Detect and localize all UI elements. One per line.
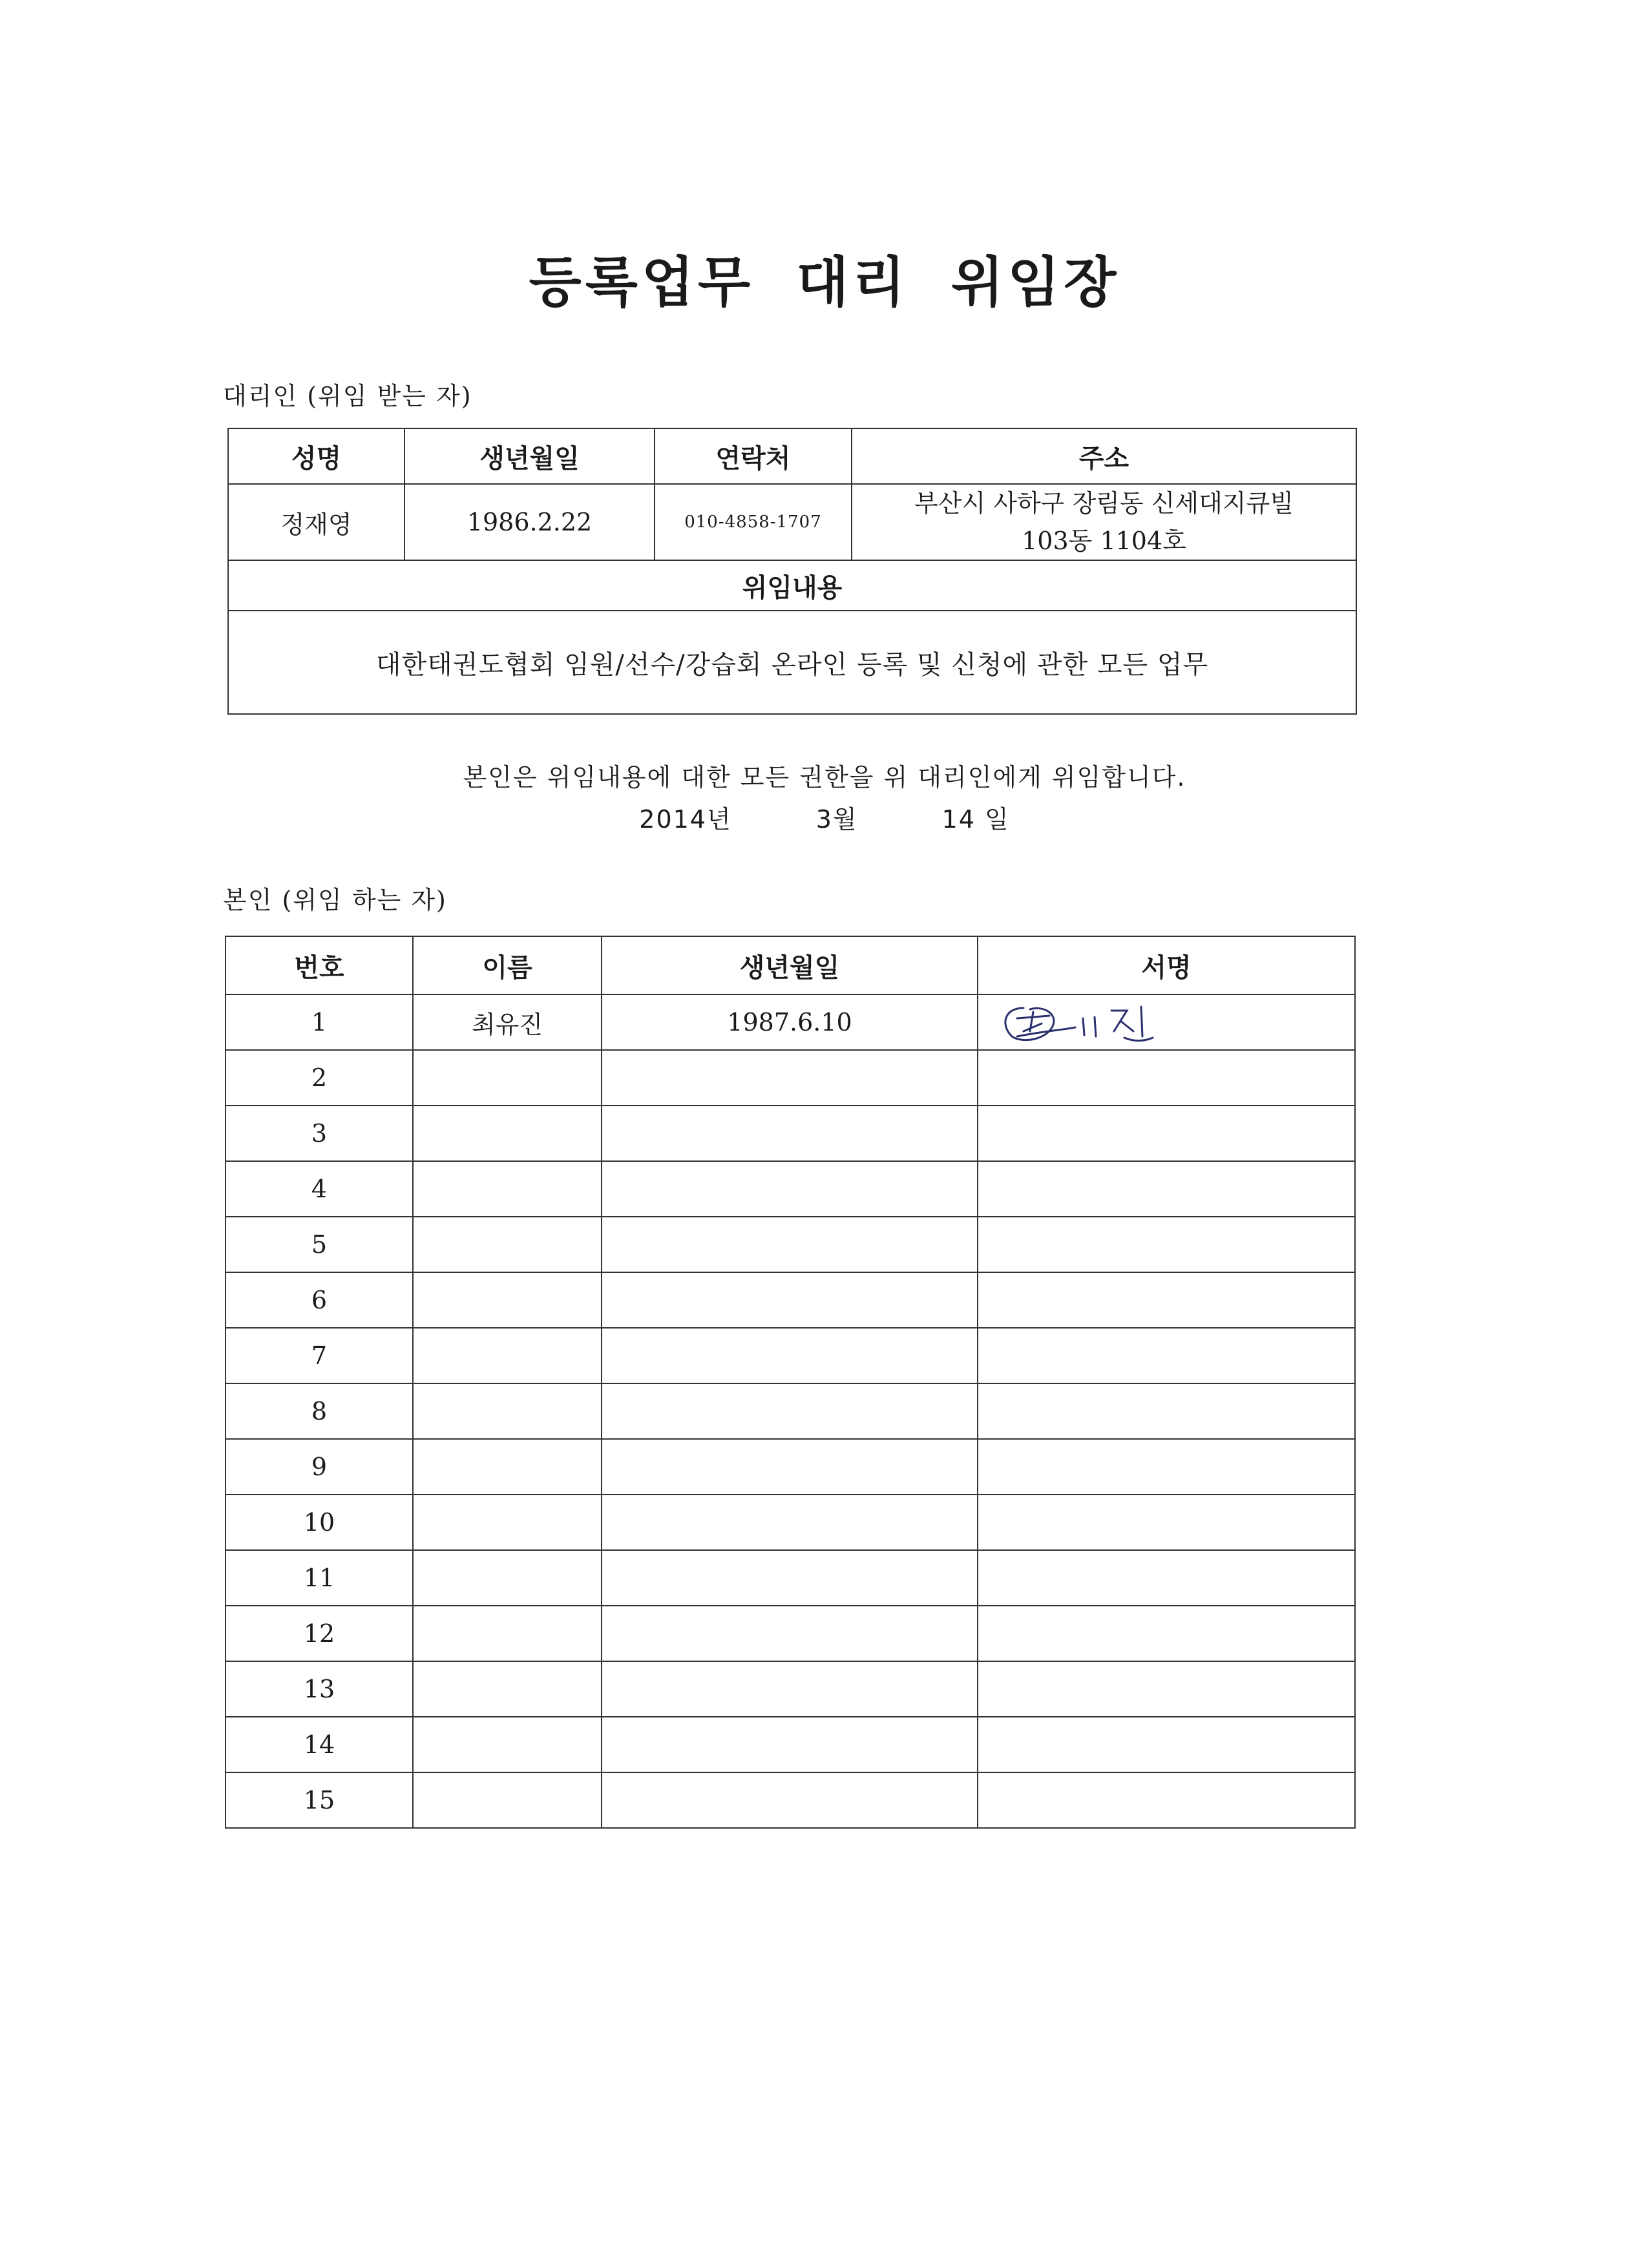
row-birthdate: [602, 1161, 978, 1217]
delegation-statement: 본인은 위임내용에 대한 모든 권한을 위 대리인에게 위임합니다.: [463, 763, 1186, 792]
row-signature: [978, 1661, 1355, 1717]
row-number: 1: [226, 994, 413, 1050]
table-row: [226, 1050, 1355, 1106]
row-birthdate: [602, 1495, 978, 1550]
row-number: 14: [226, 1717, 413, 1772]
agent-phone: 010-4858-1707: [655, 484, 852, 560]
agent-address-line1: 부산시 사하구 장림동 신세대지큐빌: [914, 489, 1294, 518]
row-name: [413, 1217, 602, 1272]
agent-table: [227, 428, 1357, 715]
table-row: [226, 1661, 1355, 1717]
row-signature: [978, 1161, 1355, 1217]
row-birthdate: [602, 1550, 978, 1606]
row-signature: [978, 1217, 1355, 1272]
row-name: 최유진: [413, 994, 602, 1050]
row-number: 2: [226, 1050, 413, 1106]
row-birthdate: [602, 1217, 978, 1272]
row-signature: [978, 1717, 1355, 1772]
principal-header-row: [226, 936, 1355, 994]
agent-header-phone: 연락처: [655, 428, 852, 484]
date-line: [0, 799, 1649, 835]
table-row: [226, 1495, 1355, 1550]
agent-data-row: [228, 484, 1356, 560]
table-row: [226, 1106, 1355, 1161]
row-name: [413, 1106, 602, 1161]
row-name: [413, 1439, 602, 1495]
row-signature: [978, 1550, 1355, 1606]
row-name: [413, 1661, 602, 1717]
delegation-header: 위임내용: [228, 560, 1356, 611]
delegation-content: 대한태권도협회 임원/선수/강습회 온라인 등록 및 신청에 관한 모든 업무: [228, 611, 1356, 714]
row-number: 10: [226, 1495, 413, 1550]
table-row: [226, 1606, 1355, 1661]
row-name: [413, 1383, 602, 1439]
row-name: [413, 1550, 602, 1606]
table-row: [226, 1717, 1355, 1772]
row-signature: [978, 1050, 1355, 1106]
date-day: 14 일: [941, 805, 1010, 834]
row-signature: [978, 1106, 1355, 1161]
row-signature: [978, 1495, 1355, 1550]
row-birthdate: [602, 1050, 978, 1106]
row-name: [413, 1495, 602, 1550]
row-number: 12: [226, 1606, 413, 1661]
row-birthdate: 1987.6.10: [602, 994, 978, 1050]
principal-section-label: 본인 (위임 하는 자): [223, 886, 447, 914]
row-birthdate: [602, 1272, 978, 1328]
row-number: 7: [226, 1328, 413, 1383]
row-name: [413, 1606, 602, 1661]
row-birthdate: [602, 1606, 978, 1661]
row-number: 13: [226, 1661, 413, 1717]
row-signature: [978, 1606, 1355, 1661]
principal-header-birthdate: 생년월일: [602, 936, 978, 994]
row-number: 4: [226, 1161, 413, 1217]
agent-header-row: [228, 428, 1356, 484]
row-name: [413, 1050, 602, 1106]
row-birthdate: [602, 1661, 978, 1717]
delegation-content-row: [228, 611, 1356, 714]
row-name: [413, 1272, 602, 1328]
agent-header-name: 성명: [228, 428, 404, 484]
row-name: [413, 1772, 602, 1828]
table-row: [226, 1272, 1355, 1328]
row-birthdate: [602, 1439, 978, 1495]
principal-header-signature: 서명: [978, 936, 1355, 994]
table-row: [226, 1328, 1355, 1383]
table-row: [226, 1550, 1355, 1606]
row-name: [413, 1328, 602, 1383]
agent-name: 정재영: [228, 484, 404, 560]
date-year: 2014년: [639, 805, 732, 834]
row-signature: [978, 1439, 1355, 1495]
handwritten-signature: [998, 999, 1166, 1045]
row-number: 11: [226, 1550, 413, 1606]
row-number: 15: [226, 1772, 413, 1828]
row-signature: [978, 1328, 1355, 1383]
row-name: [413, 1717, 602, 1772]
table-row: [226, 994, 1355, 1050]
row-number: 5: [226, 1217, 413, 1272]
table-row: [226, 1383, 1355, 1439]
agent-header-birthdate: 생년월일: [404, 428, 655, 484]
agent-header-address: 주소: [852, 428, 1356, 484]
document-title: 등록업무 대리 위임장: [529, 251, 1120, 314]
row-birthdate: [602, 1772, 978, 1828]
row-birthdate: [602, 1717, 978, 1772]
row-signature: [978, 1383, 1355, 1439]
row-number: 6: [226, 1272, 413, 1328]
row-birthdate: [602, 1328, 978, 1383]
agent-address-line2: 103동 1104호: [1022, 527, 1186, 555]
table-row: [226, 1772, 1355, 1828]
row-number: 8: [226, 1383, 413, 1439]
principal-header-name: 이름: [413, 936, 602, 994]
agent-birthdate: 1986.2.22: [404, 484, 655, 560]
delegation-header-row: [228, 560, 1356, 611]
row-birthdate: [602, 1106, 978, 1161]
date-month: 3월: [815, 805, 858, 834]
principal-table: [225, 936, 1356, 1829]
agent-section-label: 대리인 (위임 받는 자): [223, 382, 472, 410]
row-number: 3: [226, 1106, 413, 1161]
table-row: [226, 1217, 1355, 1272]
row-number: 9: [226, 1439, 413, 1495]
row-birthdate: [602, 1383, 978, 1439]
principal-header-no: 번호: [226, 936, 413, 994]
row-signature: [978, 1272, 1355, 1328]
table-row: [226, 1439, 1355, 1495]
agent-address: [852, 484, 1356, 560]
row-signature: [978, 994, 1355, 1050]
table-row: [226, 1161, 1355, 1217]
row-signature: [978, 1772, 1355, 1828]
row-name: [413, 1161, 602, 1217]
